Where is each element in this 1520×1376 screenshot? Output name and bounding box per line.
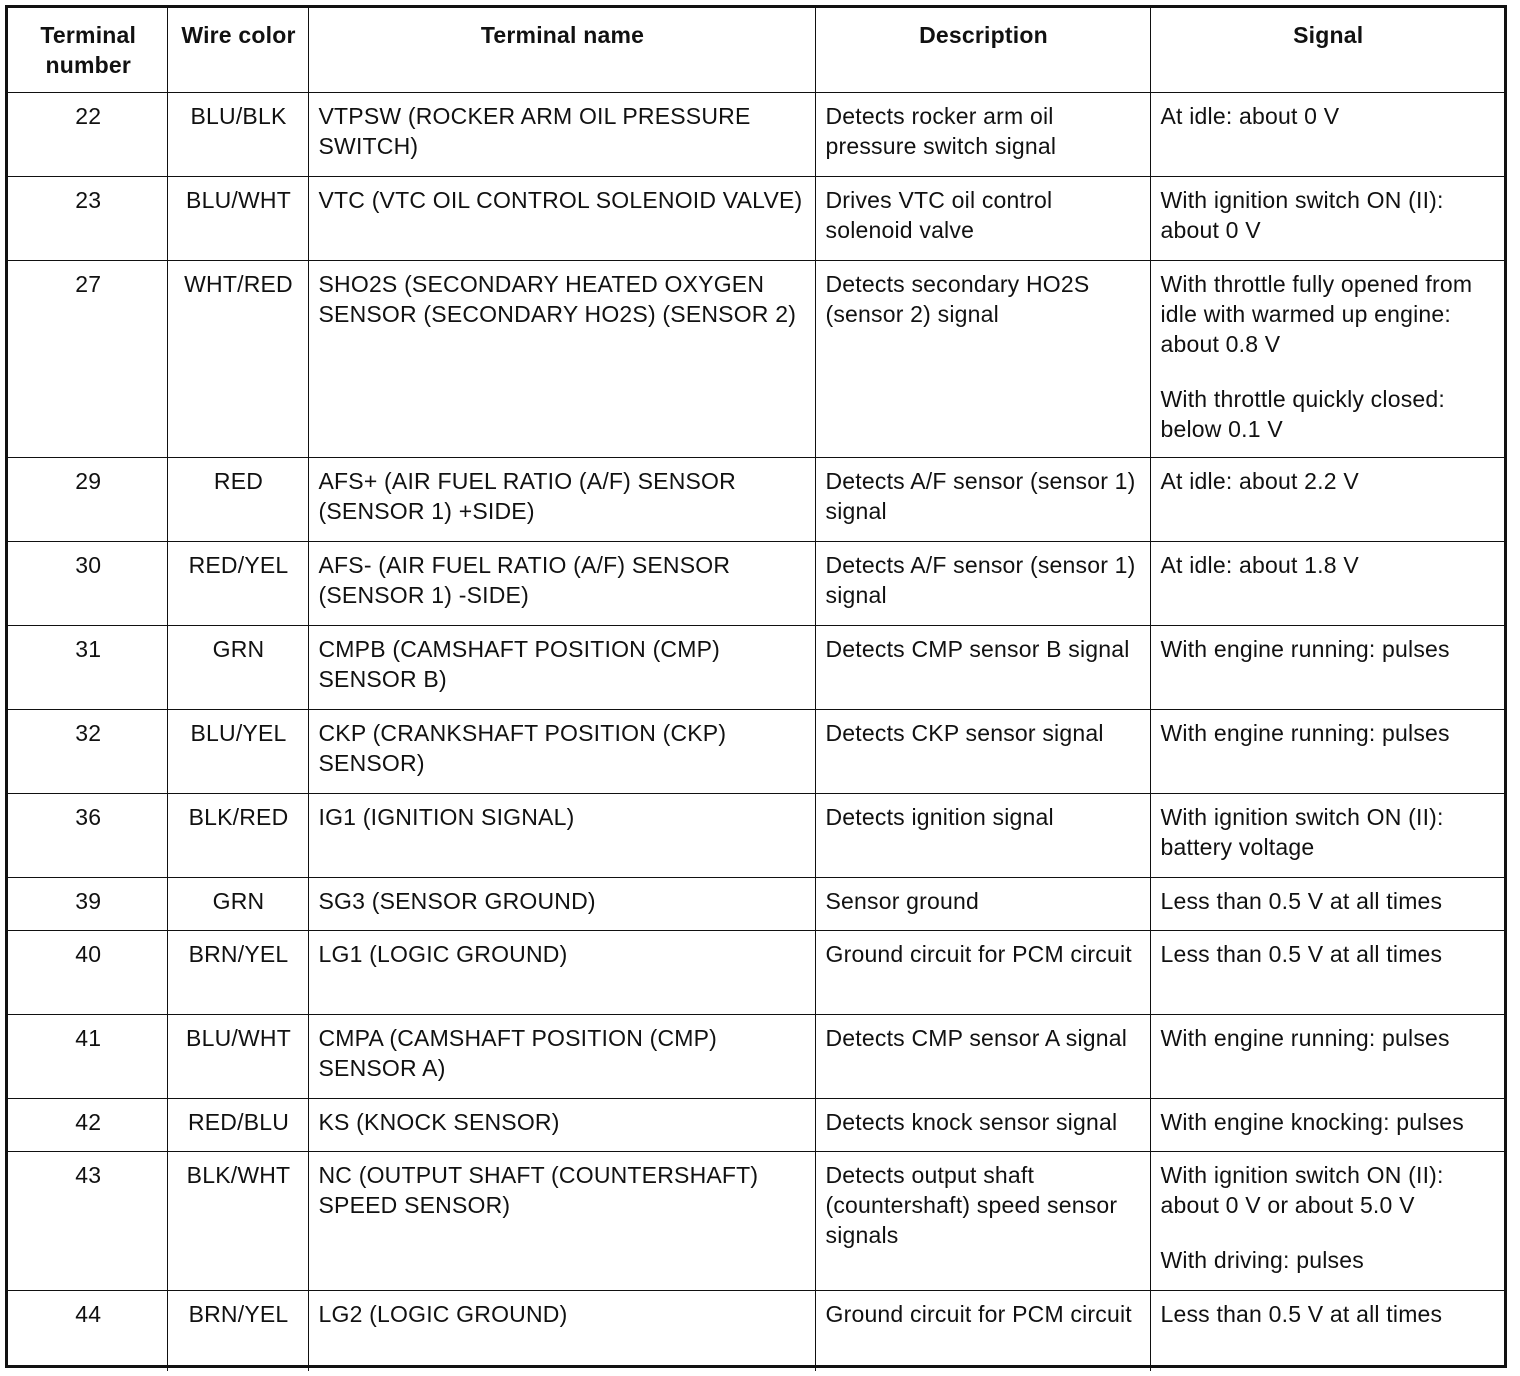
wire-color-cell: BLU/WHT <box>167 1014 308 1098</box>
signal-line: Less than 0.5 V at all times <box>1160 940 1443 967</box>
signal-cell <box>1150 1151 1504 1290</box>
table-row <box>8 541 1504 625</box>
terminal-name-cell: CKP (CRANKSHAFT POSITION (CKP) SENSOR) <box>308 709 815 793</box>
description-cell: Detects A/F sensor (sensor 1) signal <box>815 541 1150 625</box>
description-cell: Detects secondary HO2S (sensor 2) signal <box>815 260 1150 457</box>
terminal-name-cell: AFS- (AIR FUEL RATIO (A/F) SENSOR (SENSOR 1) -SIDE) <box>308 541 815 625</box>
wire-color-cell: BLK/WHT <box>167 1151 308 1290</box>
terminal-name-cell: IG1 (IGNITION SIGNAL) <box>308 793 815 877</box>
terminal-name-cell: LG1 (LOGIC GROUND) <box>308 930 815 1014</box>
wire-color-cell: RED/YEL <box>167 541 308 625</box>
wire-color-cell: BLU/YEL <box>167 709 308 793</box>
header-description: Description <box>815 8 1150 92</box>
signal-line: With ignition switch ON (II): about 0 V or about 5.0 V <box>1160 1161 1444 1218</box>
signal-cell <box>1150 625 1504 709</box>
signal-line: At idle: about 0 V <box>1160 102 1340 129</box>
table-row <box>8 930 1504 1014</box>
signal-cell <box>1150 260 1504 457</box>
header-row <box>8 8 1504 92</box>
table-row <box>8 260 1504 457</box>
description-cell: Ground circuit for PCM circuit <box>815 930 1150 1014</box>
signal-line: At idle: about 2.2 V <box>1160 467 1359 494</box>
signal-line: With driving: pulses <box>1160 1246 1364 1273</box>
terminal-number-cell: 42 <box>8 1098 167 1151</box>
description-cell: Detects CKP sensor signal <box>815 709 1150 793</box>
table-row <box>8 793 1504 877</box>
terminal-number-cell: 22 <box>8 92 167 176</box>
table-row <box>8 176 1504 260</box>
description-cell: Detects knock sensor signal <box>815 1098 1150 1151</box>
terminal-number-cell: 32 <box>8 709 167 793</box>
signal-line: Less than 0.5 V at all times <box>1160 1300 1443 1327</box>
header-wire-color: Wire color <box>167 8 308 92</box>
terminal-number-cell: 23 <box>8 176 167 260</box>
description-cell: Drives VTC oil control solenoid valve <box>815 176 1150 260</box>
terminal-name-cell: AFS+ (AIR FUEL RATIO (A/F) SENSOR (SENSOR 1) +SIDE) <box>308 457 815 541</box>
signal-line: With engine running: pulses <box>1160 719 1450 746</box>
table-row <box>8 1290 1504 1371</box>
header-terminal-name: Terminal name <box>308 8 815 92</box>
description-cell: Detects output shaft (countershaft) speed sensor signals <box>815 1151 1150 1290</box>
table-row <box>8 625 1504 709</box>
signal-cell <box>1150 709 1504 793</box>
header-signal: Signal <box>1150 8 1504 92</box>
description-cell: Detects CMP sensor B signal <box>815 625 1150 709</box>
table-row <box>8 1014 1504 1098</box>
description-cell: Sensor ground <box>815 877 1150 930</box>
header-terminal-number: Terminal number <box>8 8 167 92</box>
terminal-number-cell: 43 <box>8 1151 167 1290</box>
terminal-number-cell: 39 <box>8 877 167 930</box>
terminal-number-cell: 41 <box>8 1014 167 1098</box>
table-row <box>8 1098 1504 1151</box>
signal-line: With engine running: pulses <box>1160 1024 1450 1051</box>
wire-color-cell: BRN/YEL <box>167 1290 308 1371</box>
terminal-name-cell: SG3 (SENSOR GROUND) <box>308 877 815 930</box>
wire-color-cell: GRN <box>167 877 308 930</box>
terminal-name-cell: SHO2S (SECONDARY HEATED OXYGEN SENSOR (SECONDARY HO2S) (SENSOR 2) <box>308 260 815 457</box>
terminal-number-cell: 27 <box>8 260 167 457</box>
table-row <box>8 1151 1504 1290</box>
signal-line: Less than 0.5 V at all times <box>1160 887 1443 914</box>
terminal-number-cell: 44 <box>8 1290 167 1371</box>
signal-line: With engine running: pulses <box>1160 635 1450 662</box>
signal-cell <box>1150 541 1504 625</box>
signal-line: At idle: about 1.8 V <box>1160 551 1359 578</box>
terminal-number-cell: 36 <box>8 793 167 877</box>
table-row <box>8 92 1504 176</box>
table-row <box>8 457 1504 541</box>
wire-color-cell: BRN/YEL <box>167 930 308 1014</box>
description-cell: Detects ignition signal <box>815 793 1150 877</box>
terminal-name-cell: CMPB (CAMSHAFT POSITION (CMP) SENSOR B) <box>308 625 815 709</box>
terminal-name-cell: VTC (VTC OIL CONTROL SOLENOID VALVE) <box>308 176 815 260</box>
signal-cell <box>1150 1098 1504 1151</box>
terminal-number-cell: 30 <box>8 541 167 625</box>
signal-cell <box>1150 793 1504 877</box>
description-cell: Detects CMP sensor A signal <box>815 1014 1150 1098</box>
signal-line: With throttle fully opened from idle with warmed up engine: about 0.8 V <box>1160 270 1473 357</box>
terminal-number-cell: 31 <box>8 625 167 709</box>
signal-line: With ignition switch ON (II): battery voltage <box>1160 803 1444 860</box>
wire-color-cell: GRN <box>167 625 308 709</box>
terminal-table <box>8 8 1504 1371</box>
signal-cell <box>1150 176 1504 260</box>
signal-line: With ignition switch ON (II): about 0 V <box>1160 186 1444 243</box>
terminal-number-cell: 29 <box>8 457 167 541</box>
table-row <box>8 709 1504 793</box>
signal-cell <box>1150 877 1504 930</box>
description-cell: Ground circuit for PCM circuit <box>815 1290 1150 1371</box>
terminal-name-cell: LG2 (LOGIC GROUND) <box>308 1290 815 1371</box>
signal-cell <box>1150 1014 1504 1098</box>
table-row <box>8 877 1504 930</box>
terminal-name-cell: VTPSW (ROCKER ARM OIL PRESSURE SWITCH) <box>308 92 815 176</box>
terminal-name-cell: NC (OUTPUT SHAFT (COUNTERSHAFT) SPEED SENSOR) <box>308 1151 815 1290</box>
signal-line: With engine knocking: pulses <box>1160 1108 1464 1135</box>
terminal-name-cell: KS (KNOCK SENSOR) <box>308 1098 815 1151</box>
signal-line: With throttle quickly closed: below 0.1 V <box>1160 385 1445 442</box>
signal-cell <box>1150 930 1504 1014</box>
wire-color-cell: BLK/RED <box>167 793 308 877</box>
wire-color-cell: BLU/WHT <box>167 176 308 260</box>
signal-cell <box>1150 92 1504 176</box>
terminal-table-frame <box>5 5 1507 1368</box>
signal-cell <box>1150 1290 1504 1371</box>
terminal-name-cell: CMPA (CAMSHAFT POSITION (CMP) SENSOR A) <box>308 1014 815 1098</box>
wire-color-cell: BLU/BLK <box>167 92 308 176</box>
signal-cell <box>1150 457 1504 541</box>
description-cell: Detects A/F sensor (sensor 1) signal <box>815 457 1150 541</box>
description-cell: Detects rocker arm oil pressure switch signal <box>815 92 1150 176</box>
terminal-number-cell: 40 <box>8 930 167 1014</box>
wire-color-cell: RED <box>167 457 308 541</box>
wire-color-cell: RED/BLU <box>167 1098 308 1151</box>
wire-color-cell: WHT/RED <box>167 260 308 457</box>
